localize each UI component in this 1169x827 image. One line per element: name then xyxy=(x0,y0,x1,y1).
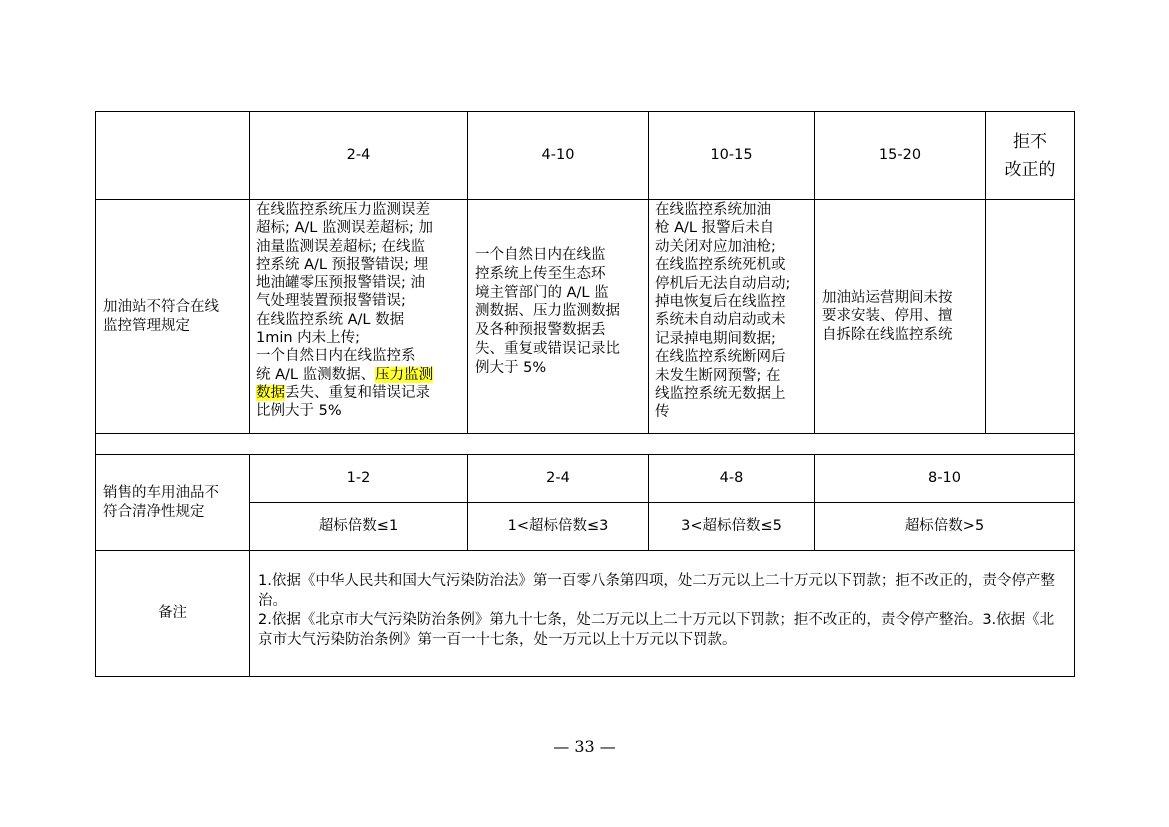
row-label: 销售的车用油品不 符合清净性规定 xyxy=(103,485,219,520)
row1-cell-10-15: 在线监控系统加油 枪 A/L 报警后未自 动关闭对应加油枪; 在线监控系统死机或 停机后无法自动启动; 掉电恢复后在线监控 系统未自动启动或未 记录掉电期间数据; 在线监控系统断网后 未发生断网预警; 在 线监控系统无数据上 传 xyxy=(655,202,791,421)
header-cell: 4-10 xyxy=(541,147,575,164)
condition-cell: 1<超标倍数≤3 xyxy=(507,518,609,535)
row1-cell-4-10: 一个自然日内在线监 控系统上传至生态环 境主管部门的 A/L 监 测数据、压力监测数据 及各种预报警数据丢 失、重复或错误记录比 例大于 5% xyxy=(475,247,620,376)
row1-cell-2-4 xyxy=(256,201,467,433)
header-cell: 15-20 xyxy=(878,147,922,164)
notes-text: 1.依据《中华人民共和国大气污染防治法》第一百零八条第四项，处二万元以上二十万元以下罚款；拒不改正的，责令停产整治。 2.依据《北京市大气污染防治条例》第九十七条，处二万元以上二十万元以下罚款；拒不改正的，责令停产整治。3.依据《北京市大气污染防治条例》第一百一十七条，处一万元以上十万元以下罚款。 xyxy=(258,573,1055,648)
table-border-right xyxy=(1074,111,1075,676)
row1-cell-refuse xyxy=(986,200,1074,433)
condition-cell: 3<超标倍数≤5 xyxy=(681,518,782,535)
cell-text: 丢失、重复和错误记录 比例大于 5% xyxy=(256,384,430,420)
header-cell: 拒不 改正的 xyxy=(1004,131,1056,180)
row-label: 加油站不符合在线 监控管理规定 xyxy=(103,299,219,334)
cell-text: 在线监控系统压力监测误差 超标; A/L 监测误差超标; 加 油量监测误差超标; 在线监 控系统 A/L 预报警错误; 埋 地油罐零压预报警错误; 油 气处理装置预报警错误; 在线监控系统 A/L 数据 1min 内未上传; 一个自然日内在线监控系 统 A/L 监测数据、 xyxy=(256,202,433,383)
notes-label: 备注 xyxy=(158,605,187,622)
header-cell: 2-4 xyxy=(346,147,371,164)
table-rule xyxy=(95,433,1075,434)
page-number: — 33 — xyxy=(553,737,616,756)
header-cell: 10-15 xyxy=(710,147,753,164)
row1-cell-15-20: 加油站运营期间未按 要求安装、停用、擅 自拆除在线监控系统 xyxy=(822,289,953,343)
condition-cell: 超标倍数>5 xyxy=(904,518,985,535)
condition-cell: 超标倍数≤1 xyxy=(318,518,399,535)
range-cell: 1-2 xyxy=(346,470,371,487)
range-cell: 4-8 xyxy=(719,470,744,487)
range-cell: 2-4 xyxy=(546,470,570,487)
highlighted-text: 压力监测 数据 xyxy=(256,366,434,401)
table-border-bottom xyxy=(95,676,1075,677)
range-cell: 8-10 xyxy=(928,470,961,487)
